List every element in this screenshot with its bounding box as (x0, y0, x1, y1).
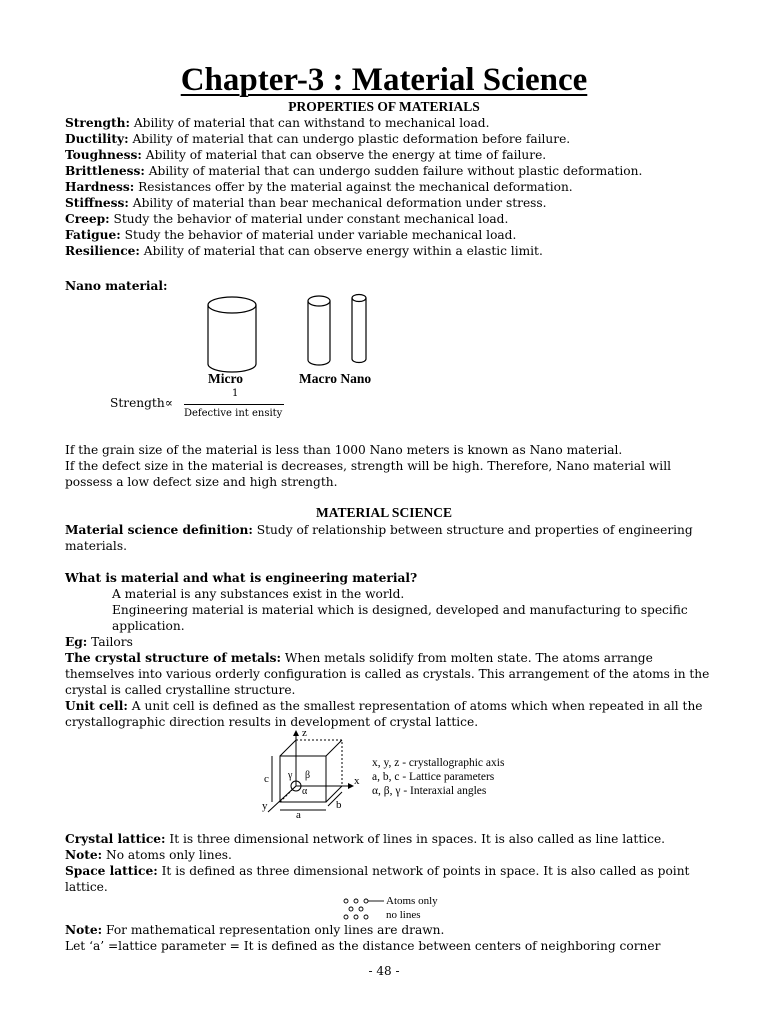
property-item (65, 115, 489, 131)
property-description: Ability of material than bear mechanical deformation under stress. (128, 196, 547, 210)
unit-cell-paragraph: Unit cell: A unit cell is defined as the smallest representation of atoms which when repeated in all the crystallographic direction results in development of crystal lattice. (65, 699, 703, 729)
atoms-only-figure (340, 893, 490, 923)
lattice-a-label: a (296, 809, 301, 820)
nano-paragraph-1: If the grain size of the material is less than 1000 Nano meters is known as Nano material. (65, 443, 623, 457)
properties-heading: PROPERTIES OF MATERIALS (288, 99, 480, 114)
macro-nano-label: Macro Nano (299, 371, 372, 386)
legend-parameters: a, b, c - Lattice parameters (372, 771, 495, 783)
legend-angles: α, β, γ - Interaxial angles (372, 785, 487, 797)
property-description: Resistances offer by the material against the mechanical deformation. (134, 180, 573, 194)
property-description: Ability of material that can observe the energy at time of failure. (141, 148, 547, 162)
crystal-structure-paragraph: The crystal structure of metals: When metals solidify from molten state. The atoms arrange themselves into various orderly configuration is called as crystals. This arrangement of the atoms in the crystal is called crystalline structure. (65, 651, 710, 697)
property-item (65, 131, 570, 147)
formula-numerator: 1 (232, 388, 239, 399)
answer-2: Engineering material is material which is designed, developed and manufacturing to specific application. (112, 603, 688, 633)
legend-axis: x, y, z - crystallographic axis (372, 757, 505, 769)
micro-cylinder (208, 297, 256, 372)
axis-x-label: x (354, 775, 360, 787)
gamma-label: γ (288, 770, 293, 781)
unit-cell-figure (258, 726, 538, 820)
property-item (65, 227, 516, 243)
macro-cylinder (308, 296, 330, 365)
axis-z-label: z (302, 727, 307, 739)
property-term: Resilience: (65, 244, 140, 258)
chapter-title: Chapter-3 : Material Science (180, 62, 588, 98)
alpha-label: α (302, 786, 308, 797)
space-lattice-paragraph: Space lattice: It is defined as three dimensional network of points in space. It is also called as point lattice. (65, 864, 690, 894)
page-number: - 48 - (368, 964, 400, 978)
axis-y-label: y (262, 800, 268, 812)
nano-cylinder (352, 295, 366, 363)
property-term: Toughness: (65, 148, 142, 162)
property-description: Ability of material that can observe energy within a elastic limit. (139, 244, 543, 258)
material-science-heading: MATERIAL SCIENCE (316, 505, 452, 520)
answer-1: A material is any substances exist in the world. (112, 587, 405, 601)
property-description: Ability of material that can undergo plastic deformation before failure. (128, 132, 571, 146)
no-lines-label: no lines (386, 909, 421, 921)
property-item (65, 163, 642, 179)
property-description: Study the behavior of material under constant mechanical load. (109, 212, 509, 226)
nano-paragraph-2: If the defect size in the material is decreases, strength will be high. Therefore, Nano material will possess a low defect size and high strength. (65, 459, 671, 489)
property-description: Study the behavior of material under variable mechanical load. (120, 228, 517, 242)
definition-paragraph: Material science definition: Study of relationship between structure and properties of engineering materials. (65, 523, 693, 553)
property-term: Strength: (65, 116, 130, 130)
property-term: Brittleness: (65, 164, 145, 178)
lattice-parameter-line: Let ‘a’ =lattice parameter = It is defined as the distance between centers of neighboring corner (65, 939, 661, 953)
crystal-lattice-paragraph: Crystal lattice: It is three dimensional network of lines in spaces. It is also called as line lattice. (65, 832, 666, 846)
micro-label: Micro (208, 371, 243, 386)
property-term: Ductility: (65, 132, 129, 146)
property-term: Fatigue: (65, 228, 121, 242)
beta-label: β (305, 770, 311, 781)
lattice-b-label: b (336, 799, 342, 811)
property-description: Ability of material that can withstand to mechanical load. (129, 116, 490, 130)
property-item (65, 147, 546, 163)
property-item (65, 179, 573, 195)
lattice-c-label: c (264, 773, 269, 785)
property-term: Stiffness: (65, 196, 129, 210)
property-term: Hardness: (65, 180, 135, 194)
formula-denominator: Defective int ensity (184, 408, 283, 419)
property-item (65, 195, 547, 211)
atoms-only-label: Atoms only (386, 895, 438, 907)
strength-label: Strength∝ (110, 396, 173, 410)
question-heading: What is material and what is engineering material? (65, 571, 418, 585)
note-2: Note: For mathematical representation only lines are drawn. (65, 923, 445, 937)
fraction-bar (184, 404, 284, 405)
property-item (65, 243, 543, 259)
property-term: Creep: (65, 212, 110, 226)
eg-line: Eg: Tailors (65, 635, 133, 649)
note-1: Note: No atoms only lines. (65, 848, 232, 862)
property-description: Ability of material that can undergo sudden failure without plastic deformation. (144, 164, 643, 178)
property-item (65, 211, 508, 227)
nano-material-label: Nano material: (65, 279, 168, 293)
